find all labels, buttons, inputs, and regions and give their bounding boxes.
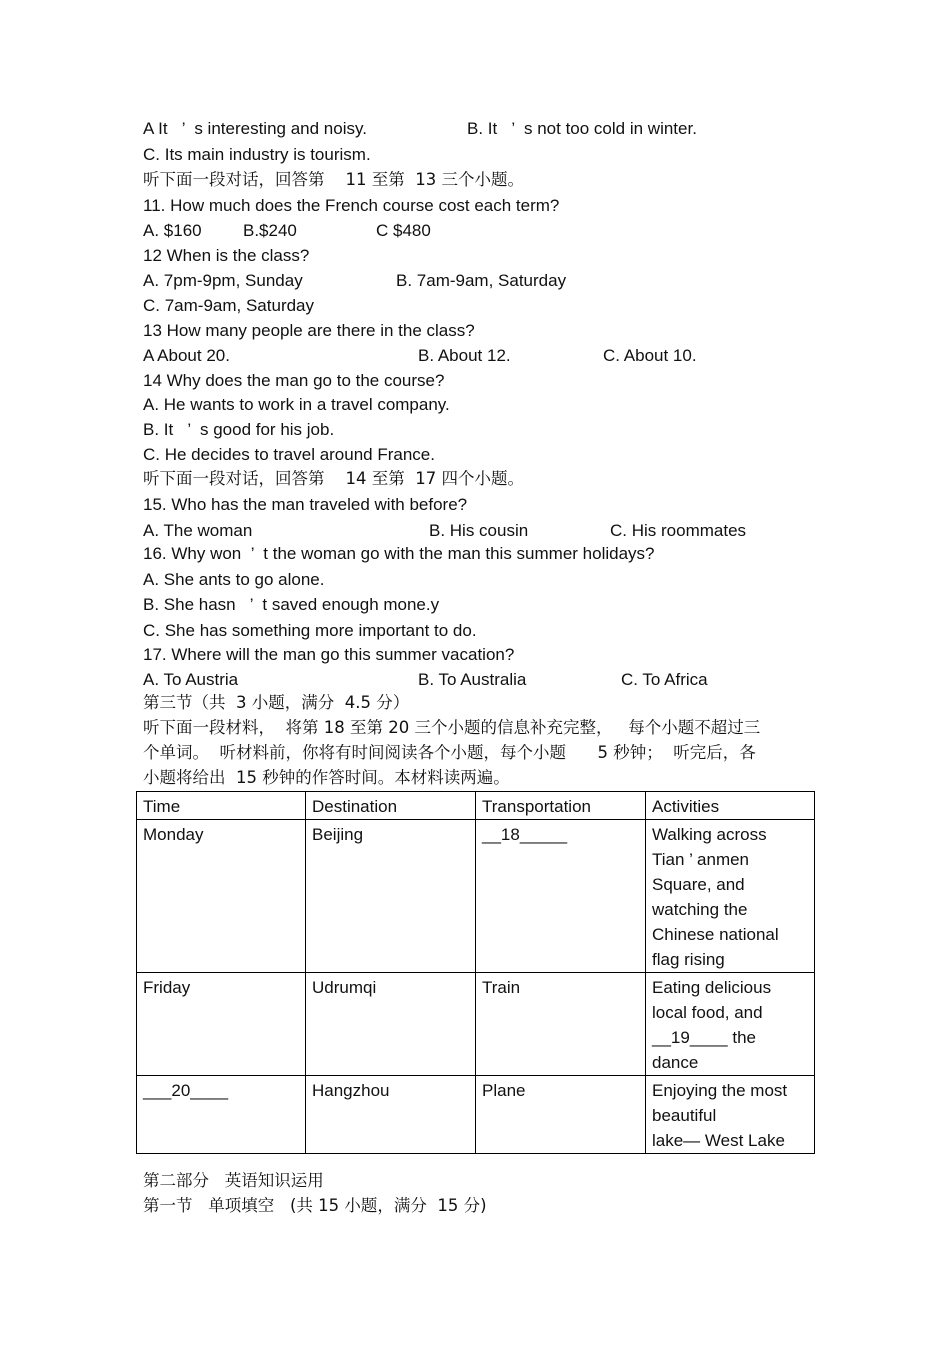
q12-option-a: A. 7pm-9pm, Sunday xyxy=(143,271,303,290)
header-time: Time xyxy=(137,792,306,820)
q10-option-c: C. Its main industry is tourism. xyxy=(143,145,371,164)
cell-activities xyxy=(646,973,815,1076)
q17-option-a: A. To Austria xyxy=(143,670,239,689)
activity-line: flag rising xyxy=(652,950,725,969)
question-17: 17. Where will the man go this summer vacation? xyxy=(143,645,515,664)
cell-time: Friday xyxy=(137,973,306,1076)
header-transportation: Transportation xyxy=(476,792,646,820)
q10-option-b: B. It ’ s not too cold in winter. xyxy=(467,119,697,138)
activity-line: lake— West Lake xyxy=(652,1131,785,1150)
question-14: 14 Why does the man go to the course? xyxy=(143,371,445,390)
q16-option-c: C. She has something more important to do. xyxy=(143,621,477,640)
q10-option-a: A It ’ s interesting and noisy. xyxy=(143,119,367,138)
q11-option-c: C $480 xyxy=(376,221,431,240)
section-1-heading: 第一节 单项填空 (共 15 小题，满分 15 分) xyxy=(143,1196,487,1215)
activity-line: Walking across xyxy=(652,825,767,844)
cell-destination: Udrumqi xyxy=(306,973,476,1076)
cell-destination: Beijing xyxy=(306,820,476,973)
section-3-heading: 第三节（共 3 小题，满分 4.5 分） xyxy=(143,693,410,712)
question-12: 12 When is the class? xyxy=(143,246,310,265)
activity-line: Tian ’ anmen xyxy=(652,850,750,869)
q12-option-c: C. 7am-9am, Saturday xyxy=(143,296,315,315)
q12-option-b: B. 7am-9am, Saturday xyxy=(396,271,567,290)
cell-activities xyxy=(646,820,815,973)
question-13: 13 How many people are there in the class? xyxy=(143,321,475,340)
header-destination: Destination xyxy=(306,792,476,820)
question-11: 11. How much does the French course cost each term? xyxy=(143,196,560,215)
cell-time: Monday xyxy=(137,820,306,973)
table-row xyxy=(137,973,815,1076)
q15-option-b: B. His cousin xyxy=(429,521,529,540)
section-3-directions-line-1: 听下面一段材料， 将第 18 至第 20 三个小题的信息补充完整， 每个小题不超过三 xyxy=(143,718,761,737)
section-3-directions-line-3: 小题将给出 15 秒钟的作答时间。本材料读两遍。 xyxy=(143,768,510,787)
q15-option-a: A. The woman xyxy=(143,521,253,540)
cell-time: ___20____ xyxy=(137,1076,306,1154)
section-3-directions-line-2: 个单词。 听材料前，你将有时间阅读各个小题，每个小题 5 秒钟； 听完后，各 xyxy=(143,743,756,762)
cell-transportation: Train xyxy=(476,973,646,1076)
q17-option-b: B. To Australia xyxy=(418,670,527,689)
table-row xyxy=(137,820,815,973)
q13-option-a: A About 20. xyxy=(143,346,230,365)
question-15: 15. Who has the man traveled with before? xyxy=(143,495,468,514)
header-activities: Activities xyxy=(646,792,815,820)
q11-option-b: B.$240 xyxy=(243,221,297,240)
activity-line: __19____ the xyxy=(652,1028,756,1047)
question-16: 16. Why won ’ t the woman go with the man this summer holidays? xyxy=(143,544,655,563)
q14-option-b: B. It ’ s good for his job. xyxy=(143,420,335,439)
q16-option-a: A. She ants to go alone. xyxy=(143,570,325,589)
activity-line: local food, and xyxy=(652,1003,763,1022)
activity-line: Chinese national xyxy=(652,925,779,944)
activity-line: Eating delicious xyxy=(652,978,772,997)
activity-line: Enjoying the most xyxy=(652,1081,788,1100)
q13-option-c: C. About 10. xyxy=(603,346,697,365)
cell-transportation: __18_____ xyxy=(476,820,646,973)
activity-line: beautiful xyxy=(652,1106,717,1125)
cell-destination: Hangzhou xyxy=(306,1076,476,1154)
cell-activities xyxy=(646,1076,815,1154)
table-header-row xyxy=(137,792,815,820)
activity-line: Square, and xyxy=(652,875,745,894)
directions-11-13: 听下面一段对话，回答第 11 至第 13 三个小题。 xyxy=(143,170,524,189)
q13-option-b: B. About 12. xyxy=(418,346,511,365)
part-2-heading: 第二部分 英语知识运用 xyxy=(143,1171,324,1190)
q14-option-c: C. He decides to travel around France. xyxy=(143,445,435,464)
q11-option-a: A. $160 xyxy=(143,221,202,240)
q16-option-b: B. She hasn ’ t saved enough mone.y xyxy=(143,595,440,614)
schedule-table xyxy=(136,791,815,1154)
q15-option-c: C. His roommates xyxy=(610,521,747,540)
activity-line: watching the xyxy=(652,900,748,919)
activity-line: dance xyxy=(652,1053,699,1072)
q14-option-a: A. He wants to work in a travel company. xyxy=(143,395,450,414)
q17-option-c: C. To Africa xyxy=(621,670,708,689)
directions-14-17: 听下面一段对话，回答第 14 至第 17 四个小题。 xyxy=(143,469,524,488)
table-row xyxy=(137,1076,815,1154)
cell-transportation: Plane xyxy=(476,1076,646,1154)
